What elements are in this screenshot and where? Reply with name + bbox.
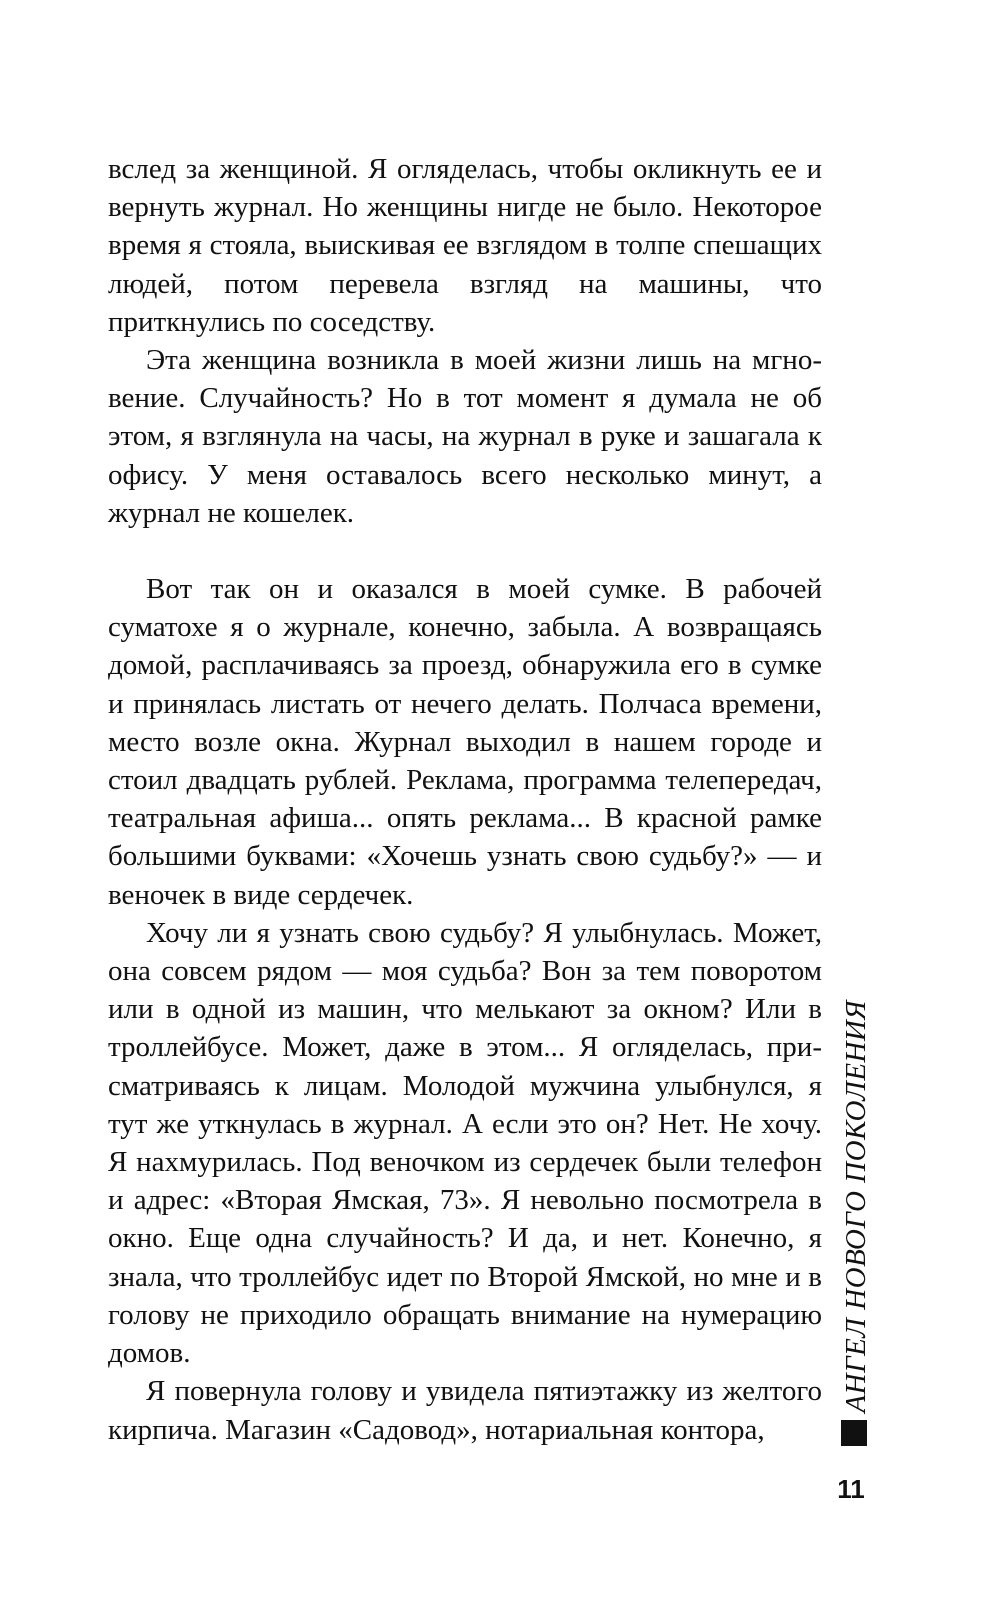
section-marker-square [841,1420,867,1446]
page-number: 11 [837,1474,865,1504]
paragraph-1: вслед за женщиной. Я огляделась, чтобы окликнуть ее и вернуть журнал. Но женщины нигде не было. Некоторое время я стояла, выискивая ее взглядом в толпе спешащих людей, потом перевела взгляд на машины, что приткнулись по соседству. [108,153,822,338]
page-body [108,150,822,1449]
paragraph-3: Вот так он и оказался в моей сумке. В рабочей суматохе я о журнале, конечно, забыла. А возвращаясь домой, расплачиваясь за проезд, обнаружила его в сумке и принялась листать от нечего делать. Полчаса времени, место возле окна. Журнал выходил в нашем городе и стоил двадцать рублей. Реклама, программа телепередач, театральная афиша... опять реклама... В красной рамке большими буквами: «Хочешь узнать свою судьбу?» — и веночек в виде сердечек. [108,573,822,911]
running-head [836,1000,876,1413]
paragraph-4: Хочу ли я узнать свою судьбу? Я улыбнулась. Может, она совсем рядом — моя судьба? Вон за тем поворотом или в одной из машин, что мелькают за окном? Или в троллейбусе. Может, даже в этом... Я огляделась, присматриваясь к лицам. Молодой мужчина улыбнулся, я тут же уткнулась в журнал. А если это он? Нет. Не хочу. Я нахмурилась. Под веночком из сердечек были телефон и адрес: «Вторая Ямская, 73». Я невольно посмотрела в окно. Еще одна случайность? И да, и нет. Конечно, я знала, что троллейбус идет по Второй Ямской, но мне и в голову не приходило обращать внимание на нумерацию домов. [108,916,822,1370]
section-break [108,532,822,570]
paragraph-5: Я повернула голову и увидела пятиэтажку из желтого кирпича. Магазин «Садовод», нотариальная контора, [108,1375,822,1446]
running-head-title: АНГЕЛ НОВОГО ПОКОЛЕНИЯ [840,1000,872,1413]
paragraph-2: Эта женщина возникла в моей жизни лишь на мгновение. Случайность? Но в тот момент я думала не об этом, я взглянула на часы, на журнал в руке и зашагала к офису. У меня оставалось всего несколько минут, а журнал не кошелек. [108,344,822,529]
